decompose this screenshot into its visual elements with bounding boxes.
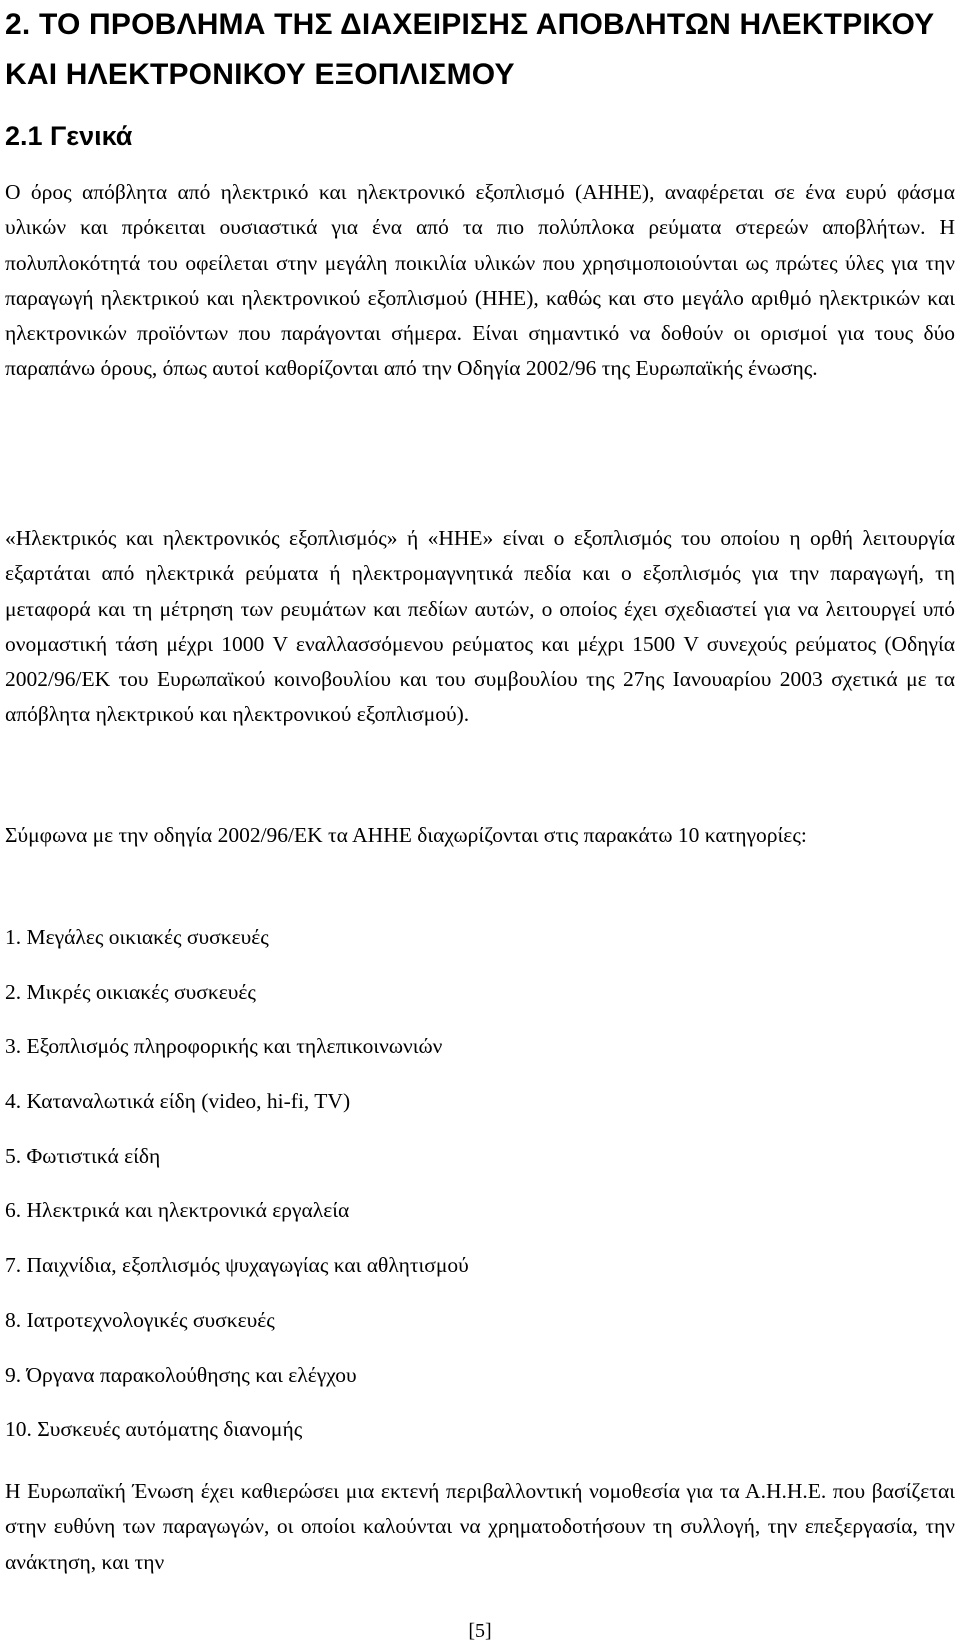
- list-item: 1. Μεγάλες οικιακές συσκευές: [5, 925, 269, 949]
- list-item: 9. Όργανα παρακολούθησης και ελέγχου: [5, 1362, 357, 1387]
- category-list: [5, 920, 469, 1467]
- paragraph-intro: Ο όρος απόβλητα από ηλεκτρικό και ηλεκτρονικό εξοπλισμό (ΑΗΗΕ), αναφέρεται σε ένα ευρύ φάσμα υλικών και πρόκειται ουσιαστικά για ένα από τα πιο πολύπλοκα ρεύματα στερεών αποβλήτων. Η πολυπλοκότητά του οφείλεται στην μεγάλη ποικιλία υλικών που χρησιμοποιούνται ως πρώτες ύλες για την παραγωγή ηλεκτρικού και ηλεκτρονικού εξοπλισμού (ΗΗΕ), καθώς και στο μεγάλο αριθμό ηλεκτρικών και ηλεκτρονικών προϊόντων που παράγονται σήμερα. Είναι σημαντικό να δοθούν οι ορισμοί για τους δύο παραπάνω όρους, όπως αυτοί καθορίζονται από την Οδηγία 2002/96 της Ευρωπαϊκής ένωσης.: [5, 180, 955, 381]
- list-item: 5. Φωτιστικά είδη: [5, 1143, 161, 1168]
- list-item: 3. Εξοπλισμός πληροφορικής και τηλεπικοινωνιών: [5, 1034, 443, 1059]
- list-item: 10. Συσκευές αυτόματης διανομής: [5, 1417, 303, 1442]
- list-item: 4. Καταναλωτικά είδη (video, hi-fi, TV): [5, 1089, 351, 1114]
- paragraph-definition: «Ηλεκτρικός και ηλεκτρονικός εξοπλισμός» ή «ΗΗΕ» είναι ο εξοπλισμός του οποίου η ορθή λειτουργία εξαρτάται από ηλεκτρικά ρεύματα ή ηλεκτρομαγνητικά πεδία και ο εξοπλισμός για την παραγωγή, τη μεταφορά και τη μέτρηση των ρευμάτων και πεδίων αυτών, ο οποίος έχει σχεδιαστεί για να λειτουργεί υπό ονομαστική τάση μέχρι 1000 V εναλλασσόμενου ρεύματος και μέχρι 1500 V συνεχούς ρεύματος (Οδηγία 2002/96/ΕΚ του Ευρωπαϊκού κοινοβουλίου και του συμβουλίου της 27ης Ιανουαρίου 2003 σχετικά με τα απόβλητα ηλεκτρικού και ηλεκτρονικού εξοπλισμού).: [5, 526, 955, 727]
- chapter-title: 2. ΤΟ ΠΡΟΒΛΗΜΑ ΤΗΣ ΔΙΑΧΕΙΡΙΣΗΣ ΑΠΟΒΛΗΤΩΝ ΗΛΕΚΤΡΙΚΟΥ ΚΑΙ ΗΛΕΚΤΡΟΝΙΚΟΥ ΕΞΟΠΛΙΣΜΟΥ: [5, 8, 935, 91]
- paragraph-categories-intro: Σύμφωνα με την οδηγία 2002/96/ΕΚ τα ΑΗΗΕ διαχωρίζονται στις παρακάτω 10 κατηγορίες:: [5, 823, 807, 847]
- list-item: 8. Ιατροτεχνολογικές συσκευές: [5, 1307, 275, 1332]
- page-number: [5]: [468, 1620, 492, 1642]
- paragraph-eu-legislation: Η Ευρωπαϊκή Ένωση έχει καθιερώσει μια εκτενή περιβαλλοντική νομοθεσία για τα Α.Η.Η.Ε. που βασίζεται στην ευθύνη των παραγωγών, οι οποίοι καλούνται να χρηματοδοτήσουν τη συλλογή, την επεξεργασία, την ανάκτηση, και την: [5, 1479, 955, 1574]
- list-item: 7. Παιχνίδια, εξοπλισμός ψυχαγωγίας και αθλητισμού: [5, 1253, 469, 1278]
- list-item: 6. Ηλεκτρικά και ηλεκτρονικά εργαλεία: [5, 1198, 350, 1223]
- section-title: 2.1 Γενικά: [5, 121, 133, 151]
- list-item: 2. Μικρές οικιακές συσκευές: [5, 979, 256, 1004]
